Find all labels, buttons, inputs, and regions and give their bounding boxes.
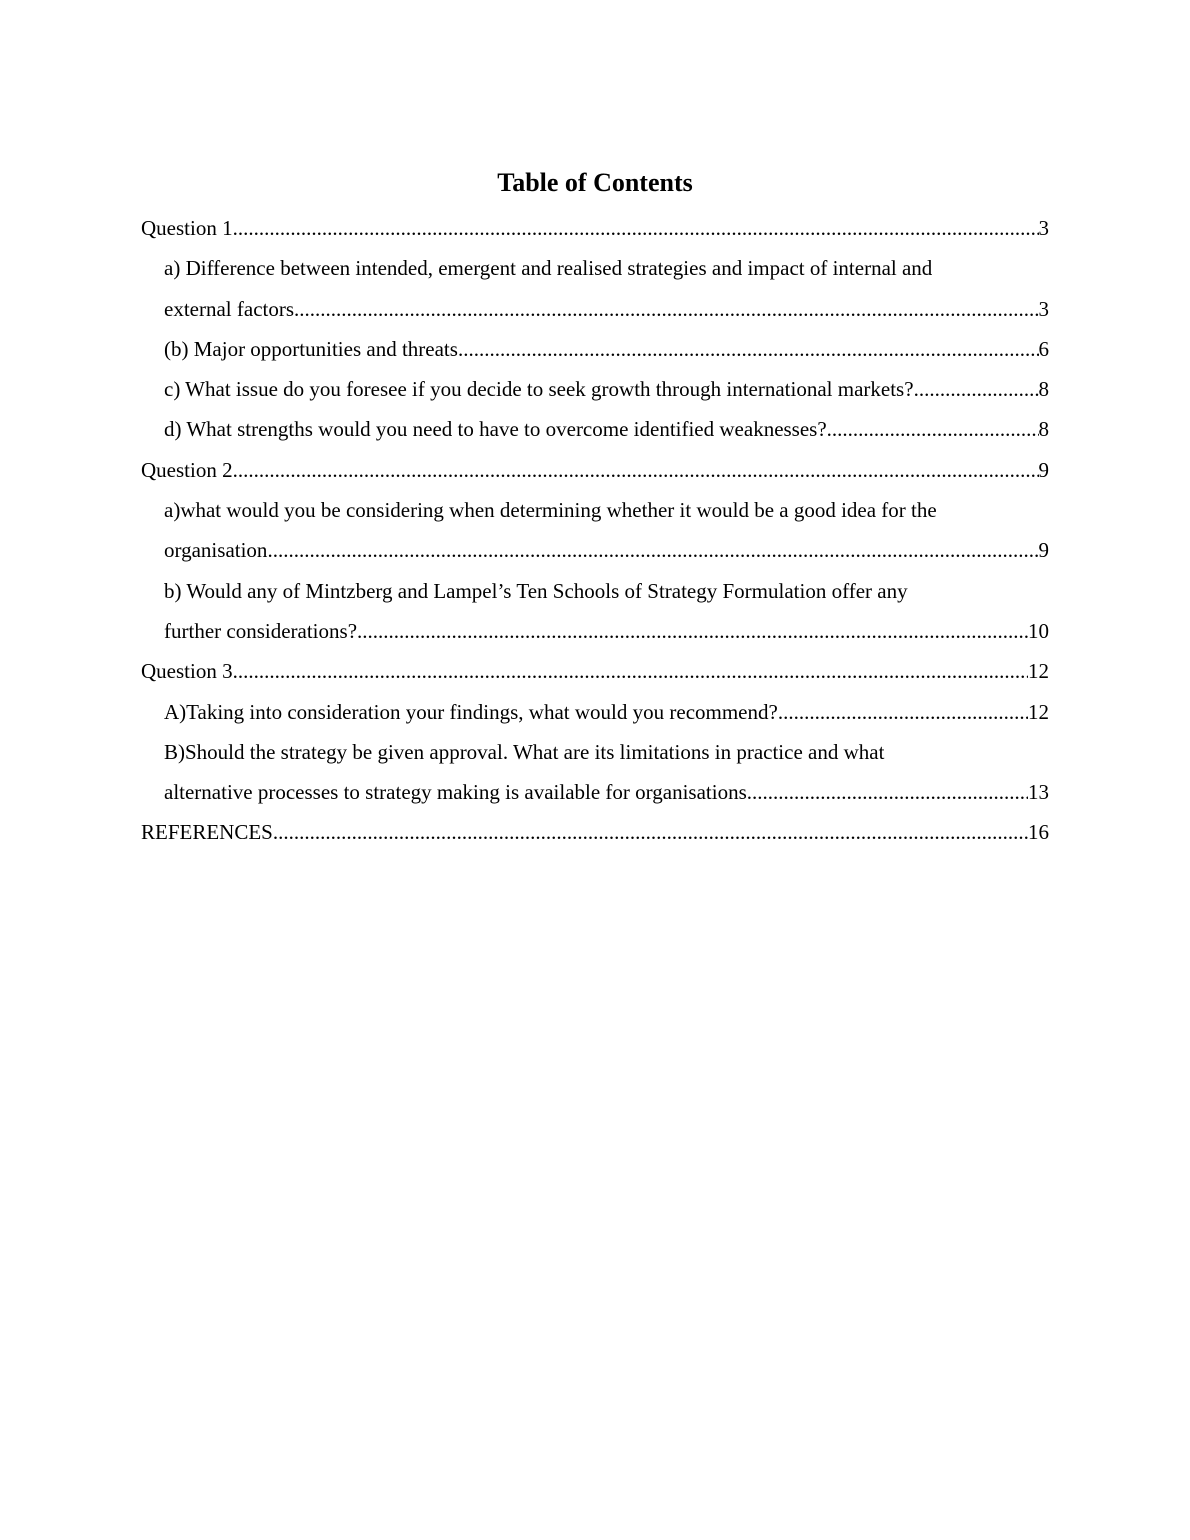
dot-leader: [747, 772, 1028, 812]
toc-entry-question-3[interactable]: [141, 651, 1049, 691]
toc-entry-question-2a[interactable]: [141, 490, 1049, 571]
toc-entry-question-1[interactable]: [141, 208, 1049, 248]
toc-page-number: 12: [1028, 659, 1049, 684]
toc-entry-label-line-1: a)what would you be considering when determining whether it would be a good idea for the: [164, 498, 937, 523]
toc-entry-label: alternative processes to strategy making is available for organisations: [164, 780, 747, 805]
toc-page-number: 8: [1038, 377, 1049, 402]
toc-entry-label: REFERENCES: [141, 820, 273, 845]
dot-leader: [294, 289, 1038, 329]
toc-entry-question-3b[interactable]: [141, 732, 1049, 813]
dot-leader: [273, 812, 1028, 852]
toc-entry-question-1a[interactable]: [141, 248, 1049, 329]
toc-entry-question-2[interactable]: [141, 450, 1049, 490]
dot-leader: [458, 329, 1039, 369]
toc-entry-question-1d[interactable]: [141, 409, 1049, 449]
toc-page-number: 16: [1028, 820, 1049, 845]
toc-entry-label: organisation: [164, 538, 268, 563]
toc-page-number: 8: [1038, 417, 1049, 442]
toc-entry-label: d) What strengths would you need to have to overcome identified weaknesses?: [164, 417, 827, 442]
toc-page-number: 9: [1038, 538, 1049, 563]
toc-entry-question-2b[interactable]: [141, 571, 1049, 652]
toc-page-number: 3: [1038, 216, 1049, 240]
toc-page-number: 3: [1038, 296, 1049, 321]
dot-leader: [357, 611, 1028, 651]
table-of-contents: [141, 208, 1049, 853]
toc-entry-label: Question 1: [141, 216, 233, 240]
toc-entry-question-1c[interactable]: [141, 369, 1049, 409]
toc-entry-label-line-1: B)Should the strategy be given approval. What are its limitations in practice and what: [164, 739, 885, 764]
toc-entry-label-line-1: b) Would any of Mintzberg and Lampel’s Ten Schools of Strategy Formulation offer any: [164, 578, 908, 603]
page-title: Table of Contents: [497, 168, 693, 197]
toc-page-number: 13: [1028, 780, 1049, 805]
toc-entry-references[interactable]: [141, 812, 1049, 852]
toc-entry-label: (b) Major opportunities and threats: [164, 336, 458, 361]
toc-entry-question-3a[interactable]: [141, 692, 1049, 732]
toc-entry-label-line-1: a) Difference between intended, emergent and realised strategies and impact of internal and: [164, 256, 933, 281]
dot-leader: [233, 208, 1039, 248]
dot-leader: [233, 450, 1039, 490]
toc-entry-question-1b[interactable]: [141, 329, 1049, 369]
toc-entry-label: Question 3: [141, 659, 233, 684]
toc-entry-label: Question 2: [141, 457, 233, 482]
toc-page-number: 6: [1038, 336, 1049, 361]
toc-entry-label: external factors: [164, 296, 295, 321]
toc-entry-label: further considerations?: [164, 618, 358, 643]
toc-page-number: 10: [1028, 618, 1049, 643]
toc-page-number: 9: [1038, 457, 1049, 482]
dot-leader: [233, 651, 1028, 691]
dot-leader: [827, 409, 1039, 449]
dot-leader: [914, 369, 1039, 409]
toc-page-number: 12: [1028, 699, 1049, 724]
dot-leader: [778, 692, 1028, 732]
toc-entry-label: c) What issue do you foresee if you decide to seek growth through international markets?: [164, 377, 914, 402]
dot-leader: [267, 530, 1038, 570]
toc-entry-label: A)Taking into consideration your findings, what would you recommend?: [164, 699, 778, 724]
